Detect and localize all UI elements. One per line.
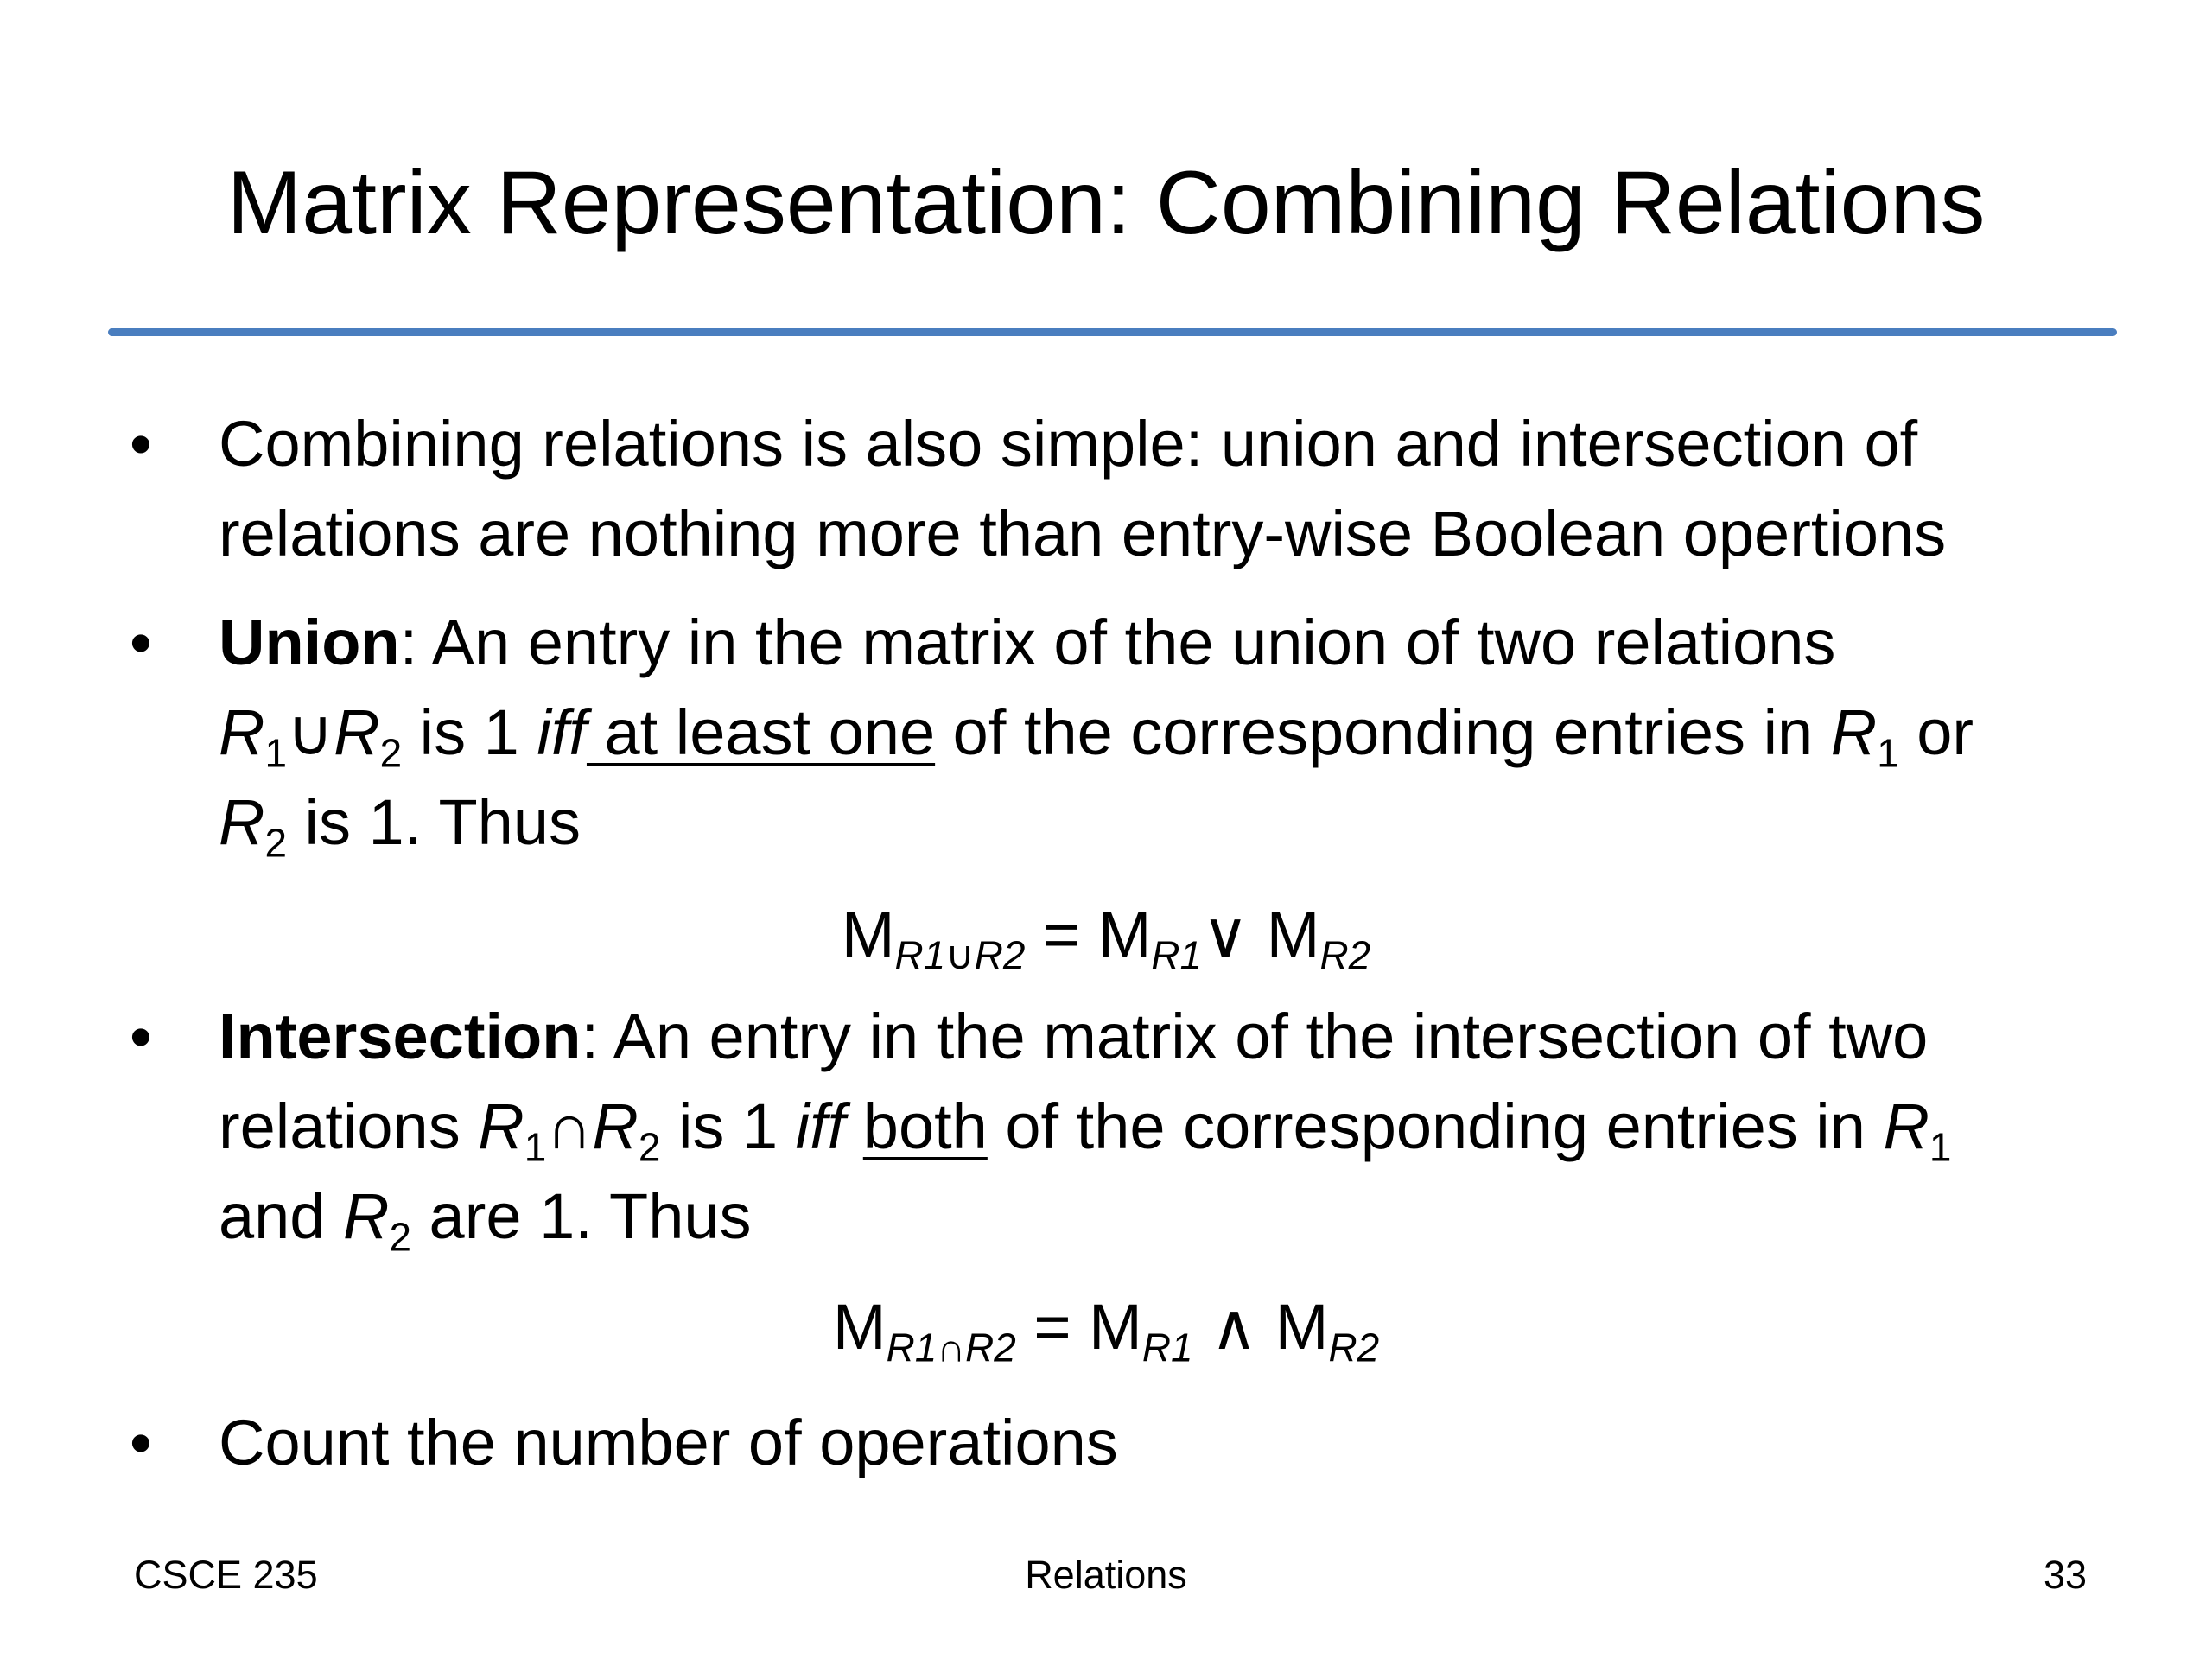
var-r: R: [592, 1090, 639, 1162]
text: is 1: [402, 696, 537, 768]
bullet-text-line: Combining relations is also simple: union and intersection of: [219, 408, 1918, 480]
subscript: R2: [1319, 932, 1371, 978]
text: : An entry in the matrix of the union of two relations: [399, 607, 1836, 678]
text: is 1. Thus: [286, 786, 581, 858]
text: is 1: [660, 1090, 796, 1162]
page-number: 33: [2043, 1553, 2087, 1597]
bullet-text-line: [219, 1082, 2197, 1172]
text: : An entry in the matrix of the intersection of two: [581, 1001, 1929, 1072]
union-symbol: ∪: [286, 696, 334, 768]
matrix-symbol: M: [1266, 899, 1320, 970]
intersection-symbol: ∩: [546, 1090, 593, 1162]
var-r: R: [334, 696, 380, 768]
emphasis-at-least-one: at least one: [586, 696, 936, 768]
bullet-text-line: [219, 1172, 2197, 1262]
text: of the corresponding entries in: [987, 1090, 1884, 1162]
bullet-text-line: [219, 992, 2197, 1082]
equals-sign: =: [1015, 1291, 1090, 1363]
subscript: 2: [264, 820, 287, 866]
equation-intersection: [0, 1282, 2212, 1372]
subscript: 1: [1877, 730, 1899, 776]
var-r: R: [219, 696, 265, 768]
subscript: R1∪R2: [894, 932, 1026, 978]
text: of the corresponding entries in: [935, 696, 1831, 768]
bullet-icon: •: [130, 408, 152, 480]
bullet-intersection: [219, 992, 2197, 1262]
matrix-symbol: M: [841, 899, 895, 970]
var-r: R: [343, 1180, 390, 1252]
text: and: [219, 1180, 344, 1252]
emphasis-both: both: [862, 1090, 988, 1162]
subscript: 1: [524, 1124, 547, 1170]
subscript: R1∩R2: [886, 1325, 1016, 1370]
var-r: R: [478, 1090, 524, 1162]
text: relations: [219, 1090, 479, 1162]
subscript: 2: [379, 730, 403, 776]
term-union: Union: [219, 607, 400, 678]
footer-topic: Relations: [1025, 1553, 1187, 1597]
subscript: R2: [1328, 1325, 1380, 1370]
subscript: R1: [1151, 932, 1203, 978]
bullet-text-line: relations are nothing more than entry-wise Boolean opertions: [219, 498, 1947, 569]
bullet-count: [219, 1398, 2197, 1488]
or-symbol: ∨: [1202, 899, 1249, 970]
slide-title: Matrix Representation: Combining Relations: [226, 153, 1986, 253]
var-r: R: [1830, 696, 1878, 768]
bullet-icon: •: [130, 1001, 152, 1072]
title-divider: [108, 328, 2117, 336]
matrix-symbol: M: [1274, 1291, 1329, 1363]
bullet-combining: [219, 399, 2197, 579]
bullet-text-line: [219, 688, 2197, 778]
text: are 1. Thus: [411, 1180, 752, 1252]
matrix-symbol: M: [832, 1291, 887, 1363]
equation-union: [0, 890, 2212, 980]
subscript: 1: [1929, 1124, 1952, 1170]
bullet-icon: •: [130, 607, 152, 678]
bullet-text-line: [219, 778, 2197, 868]
bullet-text-line: [219, 598, 2197, 688]
iff-text: iff: [795, 1090, 846, 1162]
bullet-union: [219, 598, 2197, 868]
and-symbol: ∧: [1192, 1291, 1275, 1363]
matrix-symbol: M: [1089, 1291, 1142, 1363]
footer-course: CSCE 235: [134, 1553, 318, 1597]
text: or: [1898, 696, 1974, 768]
subscript: R1: [1141, 1325, 1193, 1370]
iff-text: iff: [537, 696, 587, 768]
subscript: 2: [638, 1124, 661, 1170]
subscript: 1: [264, 730, 287, 776]
var-r: R: [1883, 1090, 1929, 1162]
subscript: 2: [389, 1214, 411, 1260]
bullet-icon: •: [130, 1407, 152, 1478]
bullet-text-line: Count the number of operations: [219, 1407, 1118, 1478]
var-r: R: [219, 786, 265, 858]
term-intersection: Intersection: [219, 1001, 582, 1072]
equals-sign: =: [1025, 899, 1098, 970]
matrix-symbol: M: [1097, 899, 1152, 970]
